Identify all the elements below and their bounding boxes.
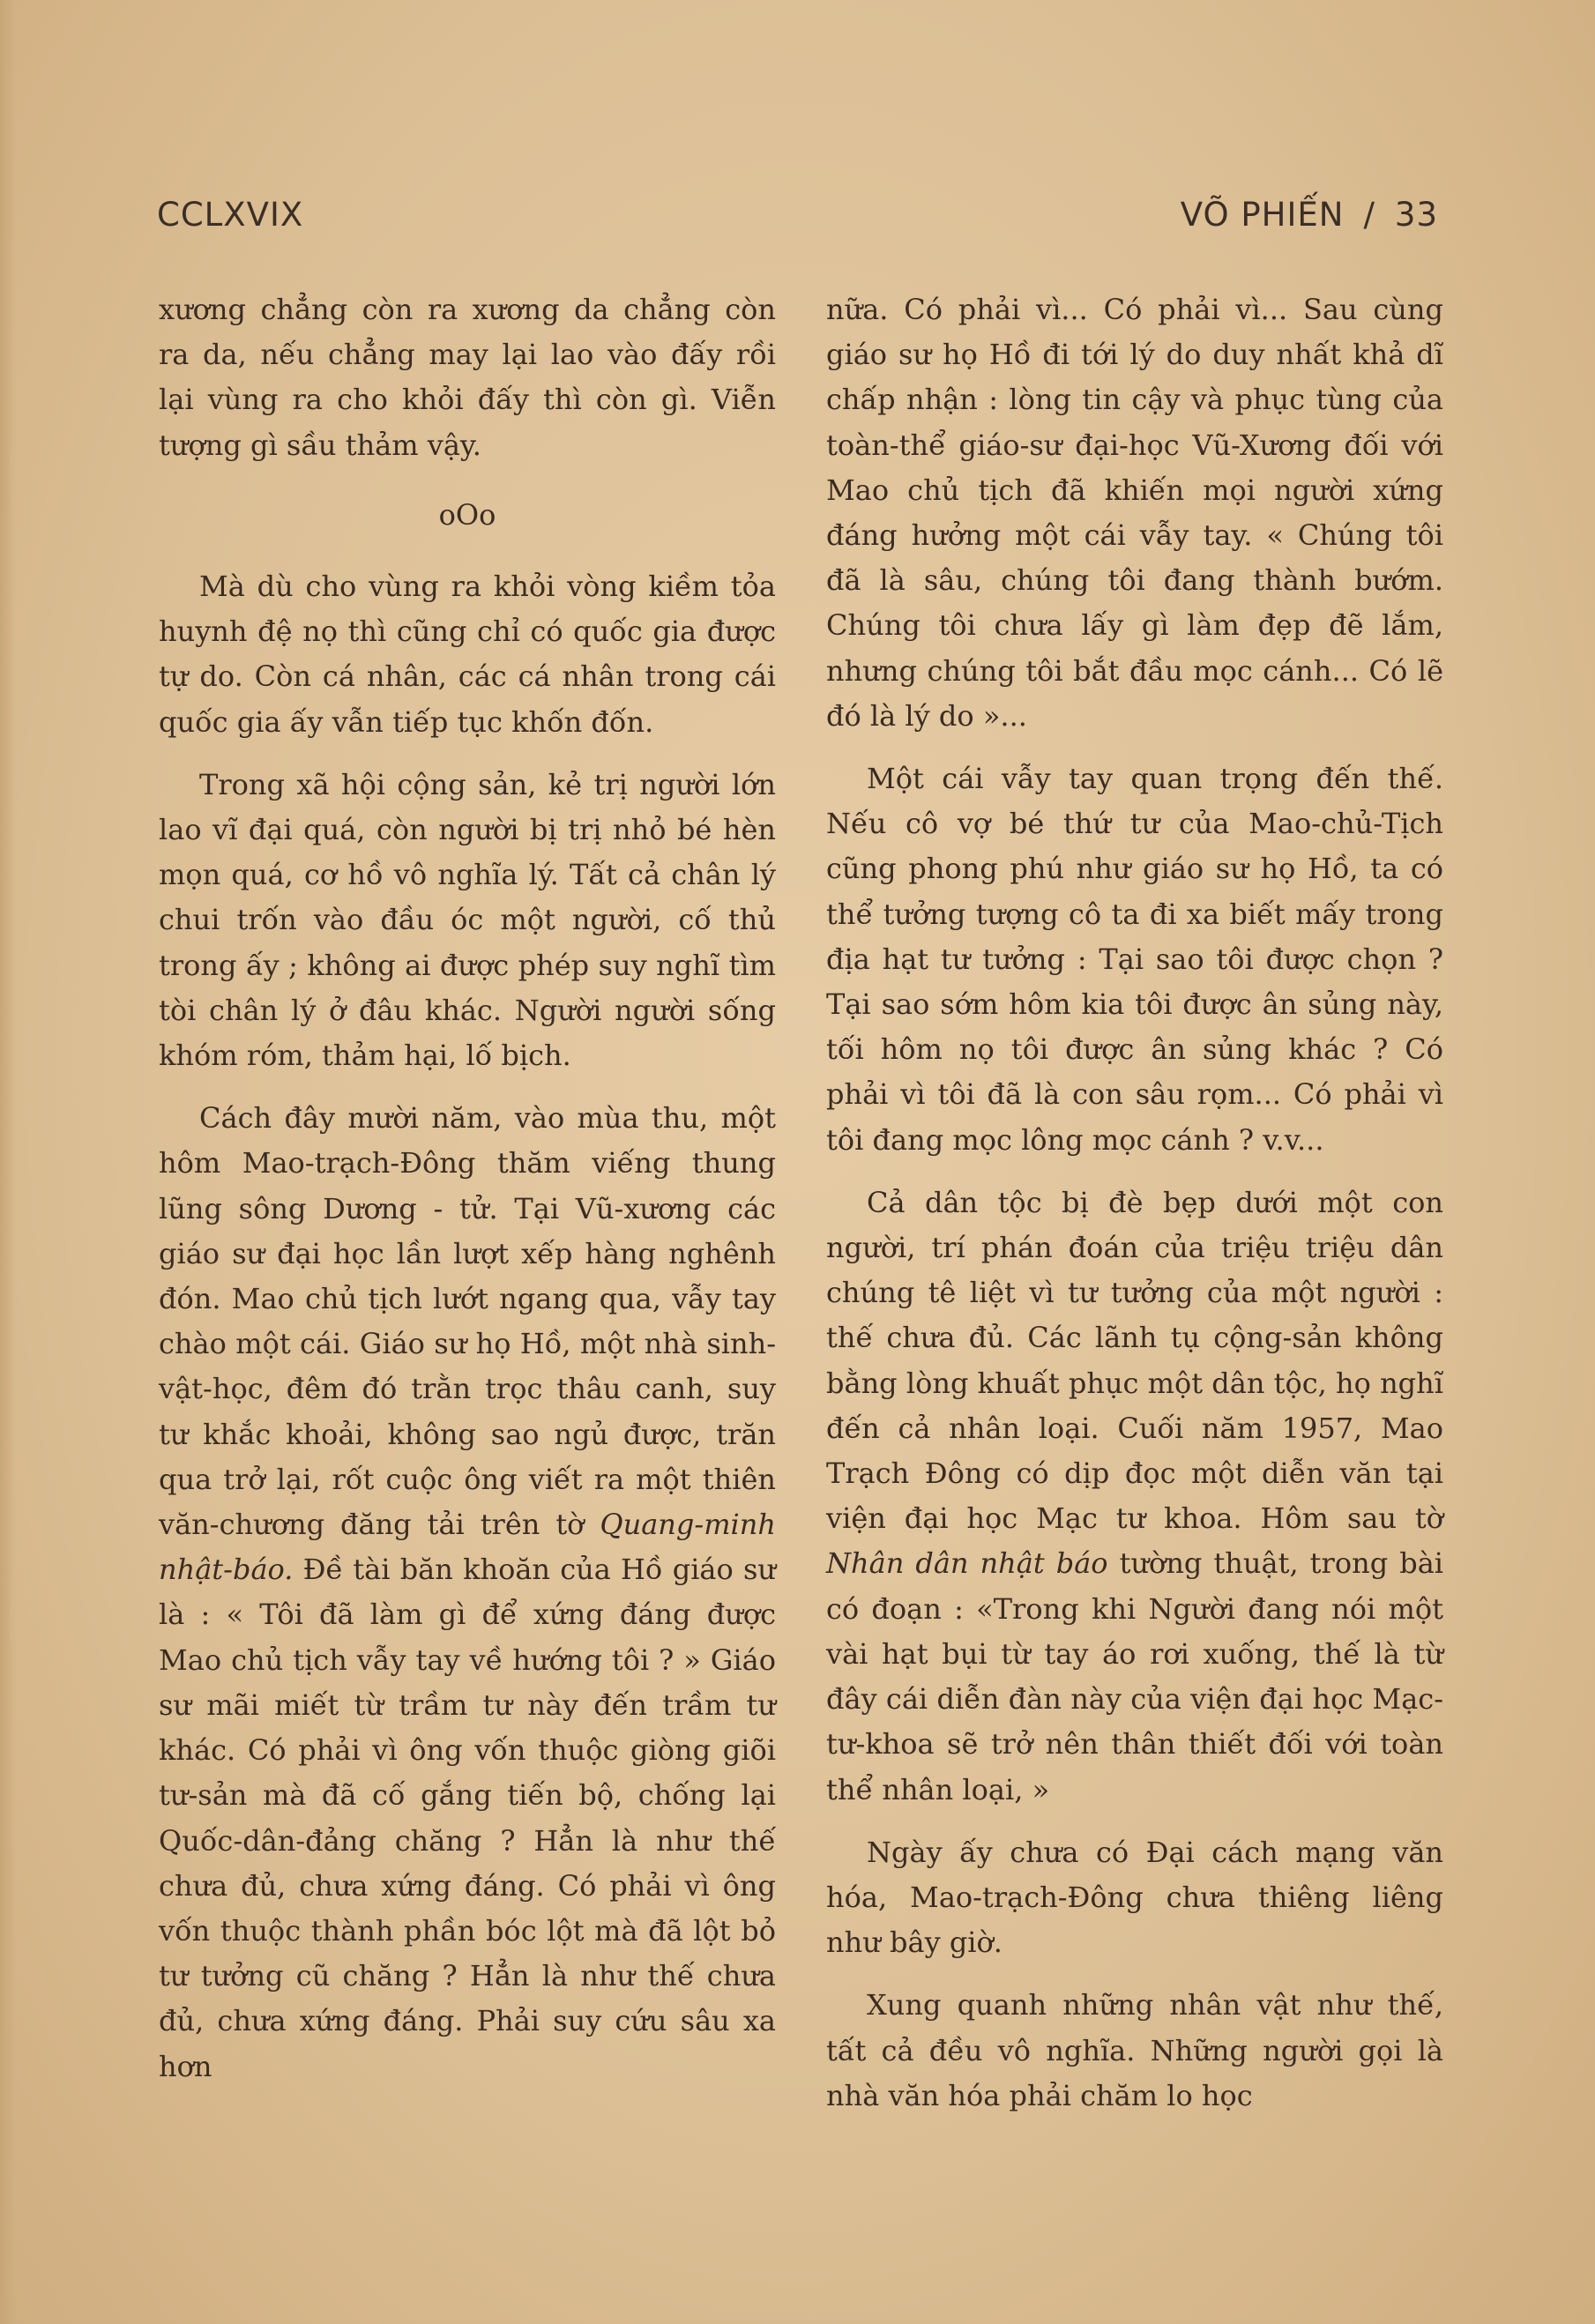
paragraph: nữa. Có phải vì... Có phải vì... Sau cùng giáo sư họ Hồ đi tới lý do duy nhất khả dĩ chấp nhận : lòng tin cậy và phục tùng của toàn-thể giáo-sư đại-học Vũ-Xương đối với Mao chủ tịch đã khiến mọi người xứng đáng hưởng một cái vẫy tay. « Chúng tôi đã là sâu, chúng tôi đang thành bướm. Chúng tôi chưa lấy gì làm đẹp đẽ lắm, nhưng chúng tôi bắt đầu mọc cánh... Có lẽ đó là lý do »...: [826, 293, 1443, 733]
paragraph: [826, 1181, 1443, 1813]
header-separator: /: [1363, 196, 1375, 234]
paragraph-text: tường thuật, trong bài có đoạn : «Trong khi Người đang nói một vài hạt bụi từ tay áo rơi xuống, thế là từ đây cái diễn đàn này của viện đại học Mạc-tư-khoa sẽ trở nên thân thiết đối với toàn thể nhân loại, »: [826, 1546, 1443, 1806]
right-column: [826, 287, 1443, 2136]
volume-number: CCLXVIX: [157, 196, 304, 234]
section-divider: oOo: [438, 497, 496, 532]
paragraph-text: Đề tài băn khoăn của Hồ giáo sư là : « Tôi đã làm gì để xứng đáng được Mao chủ tịch vẫy tay về hướng tôi ? » Giáo sư mãi miết từ trầm tư này đến trầm tư khác. Có phải vì ông vốn thuộc giòng giõi tư-sản mà đã cố gắng tiến bộ, chống lại Quốc-dân-đảng chăng ? Hẳn là như thế chưa đủ, chưa xứng đáng. Có phải vì ông vốn thuộc thành phần bóc lột mà đã lột bỏ tư tưởng cũ chăng ? Hẳn là như thế chưa đủ, chưa xứng đáng. Phải suy cứu sâu xa hơn: [159, 1553, 776, 2083]
paragraph: xương chẳng còn ra xương da chẳng còn ra da, nếu chẳng may lại lao vào đấy rồi lại vùng ra cho khỏi đấy thì còn gì. Viễn tượng gì sầu thảm vậy.: [159, 293, 776, 462]
paragraph: Xung quanh những nhân vật như thế, tất cả đều vô nghĩa. Những người gọi là nhà văn hóa phải chăm lo học: [826, 1988, 1443, 2112]
paragraph: [159, 1096, 776, 2089]
paragraph-text: Cách đây mười năm, vào mùa thu, một hôm Mao-trạch-Đông thăm viếng thung lũng sông Dương - tử. Tại Vũ-xương các giáo sư đại học lần lượt xếp hàng nghênh đón. Mao chủ tịch lướt ngang qua, vẫy tay chào một cái. Giáo sư họ Hồ, một nhà sinh-vật-học, đêm đó trằn trọc thâu canh, suy tư khắc khoải, không sao ngủ được, trăn qua trở lại, rốt cuộc ông viết ra một thiên văn-chương đăng tải trên tờ: [159, 1101, 776, 1542]
page-number: 33: [1394, 196, 1438, 234]
newspaper-title: Quang-minh nhật-báo.: [159, 1508, 776, 1587]
paragraph: Mà dù cho vùng ra khỏi vòng kiềm tỏa huynh đệ nọ thì cũng chỉ có quốc gia được tự do. Còn cá nhân, các cá nhân trong cái quốc gia ấy vẫn tiếp tục khốn đốn.: [159, 570, 776, 739]
page-fold-shadow: [0, 0, 16, 2324]
newspaper-title: Nhân dân nhật báo: [826, 1546, 1108, 1581]
author-and-page: [1181, 196, 1438, 234]
running-head: [157, 196, 1438, 240]
paragraph: Ngày ấy chưa có Đại cách mạng văn hóa, Mao-trạch-Đông chưa thiêng liêng như bây giờ.: [826, 1835, 1443, 1960]
left-column: [159, 287, 776, 2107]
paragraph-text: Cả dân tộc bị đè bẹp dưới một con người, trí phán đoán của triệu triệu dân chúng tê liệt vì tư tưởng của một người : thế chưa đủ. Các lãnh tụ cộng-sản không bằng lòng khuất phục một dân tộc, họ nghĩ đến cả nhân loại. Cuối năm 1957, Mao Trạch Đông có dịp đọc một diễn văn tại viện đại học Mạc tư khoa. Hôm sau tờ: [826, 1185, 1443, 1536]
paragraph: Trong xã hội cộng sản, kẻ trị người lớn lao vĩ đại quá, còn người bị trị nhỏ bé hèn mọn quá, cơ hồ vô nghĩa lý. Tất cả chân lý chui trốn vào đầu óc một người, cố thủ trong ấy ; không ai được phép suy nghĩ tìm tòi chân lý ở đâu khác. Người người sống khóm róm, thảm hại, lố bịch.: [159, 767, 776, 1073]
paragraph: Một cái vẫy tay quan trọng đến thế. Nếu cô vợ bé thứ tư của Mao-chủ-Tịch cũng phong phú như giáo sư họ Hồ, ta có thể tưởng tượng cô ta đi xa biết mấy trong địa hạt tư tưởng : Tại sao tôi được chọn ? Tại sao sớm hôm kia tôi được ân sủng này, tối hôm nọ tôi được ân sủng khác ? Có phải vì tôi đã là con sâu rọm... Có phải vì tôi đang mọc lông mọc cánh ? v.v...: [826, 762, 1443, 1157]
author-name: VÕ PHIẾN: [1180, 196, 1345, 234]
